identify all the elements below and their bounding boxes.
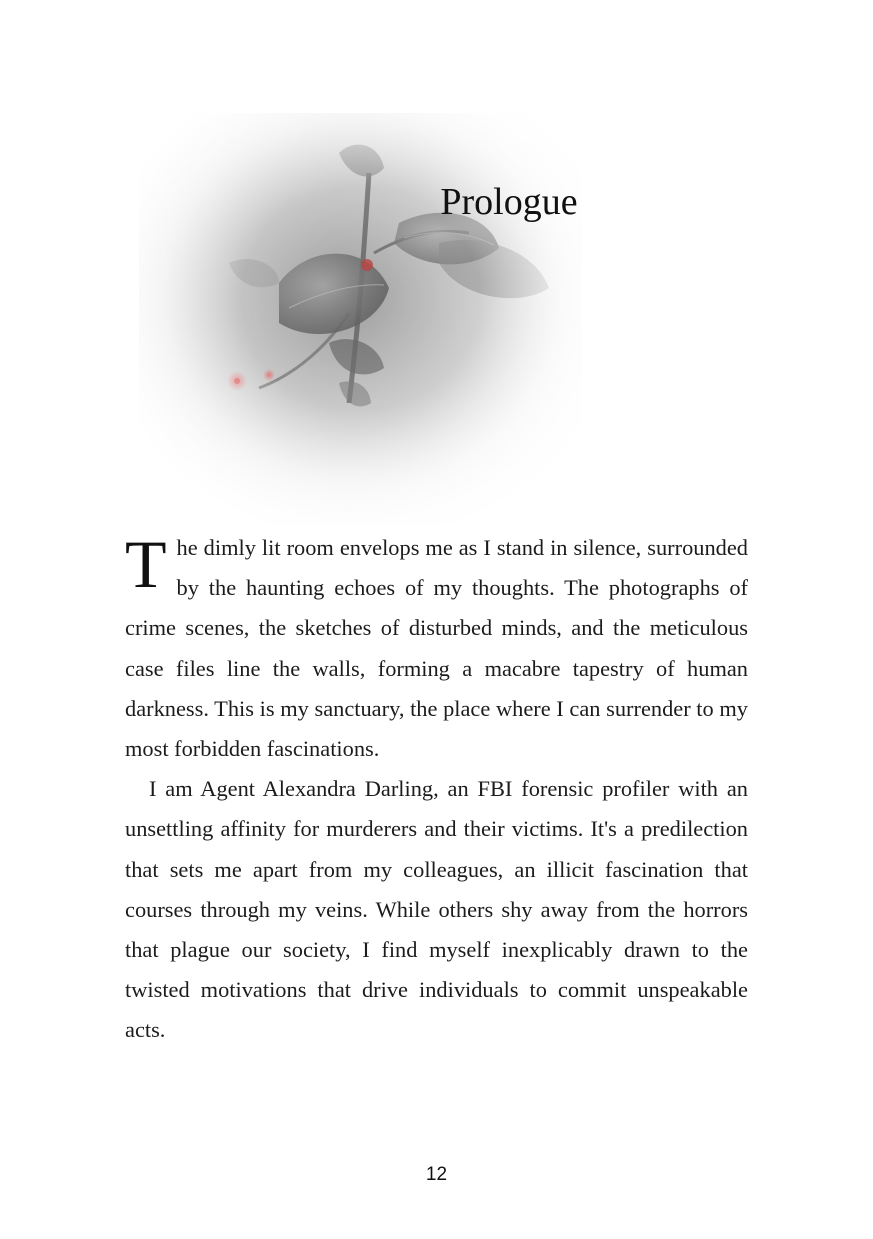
paragraph-1: [125, 528, 748, 769]
leaves-photo-graphic: [139, 113, 582, 525]
paragraph-1-text: he dimly lit room envelops me as I stand in silence, surrounded by the haunting echoes of my thoughts. The photographs of crime scenes, the sketches of disturbed minds, and the meticulous case files line the walls, forming a macabre tapestry of human darkness. This is my sanctuary, the place where I can surrender to my most forbidden fascinations.: [125, 535, 748, 762]
drop-cap: T: [125, 526, 167, 602]
chapter-title: Prologue: [440, 181, 578, 223]
chapter-body: [125, 528, 748, 1051]
page-number: 12: [425, 1164, 448, 1185]
chapter-header-image: [139, 113, 582, 525]
paragraph-2: I am Agent Alexandra Darling, an FBI forensic profiler with an unsettling affinity for murderers and their victims. It's a predilection that sets me apart from my colleagues, an illicit fascination that courses through my veins. While others shy away from the horrors that plague our society, I find myself inexplicably drawn to the twisted motivations that drive individuals to commit unspeakable acts.: [125, 776, 748, 1043]
